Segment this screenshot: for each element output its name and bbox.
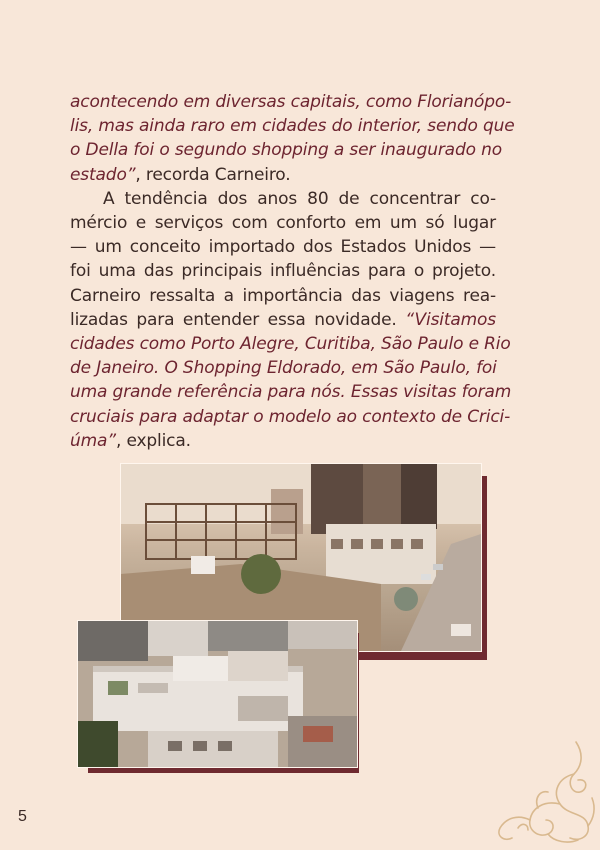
text-line bbox=[70, 429, 496, 453]
text-line bbox=[70, 308, 496, 332]
text-line bbox=[70, 284, 496, 308]
text-line bbox=[70, 138, 502, 162]
text-line bbox=[70, 332, 511, 356]
text-line bbox=[70, 235, 496, 259]
text-line bbox=[70, 211, 496, 235]
quote-text: de Janeiro. O Shopping Eldorado, em São Paulo, foi bbox=[70, 358, 497, 379]
text-line bbox=[70, 356, 496, 380]
text-line bbox=[70, 114, 515, 138]
quote-text: acontecendo em diversas capitais, como Florianópo- bbox=[70, 92, 512, 112]
quote-text: estado” bbox=[70, 164, 136, 185]
body-text-segment: mércio e serviços com conforto em um só lugar bbox=[70, 213, 496, 234]
body-text-segment: lizadas para entender essa novidade. bbox=[70, 309, 406, 330]
body-text-segment: , recorda Carneiro. bbox=[135, 164, 291, 185]
quote-text: úma” bbox=[70, 430, 116, 451]
quote-text: uma grande referência para nós. Essas visitas foram bbox=[70, 382, 512, 403]
city-rooftops-photo bbox=[77, 620, 358, 768]
text-line bbox=[70, 259, 496, 283]
body-text-segment: foi uma das principais influências para o projeto. bbox=[70, 261, 496, 282]
floral-ornament-icon bbox=[488, 738, 598, 846]
text-line bbox=[70, 90, 512, 114]
text-line bbox=[70, 405, 511, 429]
quote-text: o Della foi o segundo shopping a ser inaugurado no bbox=[70, 140, 502, 161]
text-line bbox=[70, 163, 496, 187]
body-text-segment: — um conceito importado dos Estados Unidos — bbox=[70, 237, 496, 258]
body-text-segment: A tendência dos anos 80 de concentrar co- bbox=[103, 188, 496, 209]
body-text-segment: , explica. bbox=[115, 430, 191, 451]
quote-text: cidades como Porto Alegre, Curitiba, São Paulo e Rio bbox=[70, 334, 511, 355]
quote-text: “Visitamos bbox=[405, 309, 496, 330]
page-number: 5 bbox=[18, 808, 27, 825]
body-text-segment: Carneiro ressalta a importância das viagens rea- bbox=[70, 285, 496, 306]
quote-text: cruciais para adaptar o modelo ao contexto de Crici- bbox=[70, 406, 511, 427]
text-line bbox=[70, 380, 512, 404]
text-line bbox=[70, 187, 496, 211]
body-text bbox=[70, 90, 515, 453]
quote-text: lis, mas ainda raro em cidades do interior, sendo que bbox=[70, 116, 515, 137]
